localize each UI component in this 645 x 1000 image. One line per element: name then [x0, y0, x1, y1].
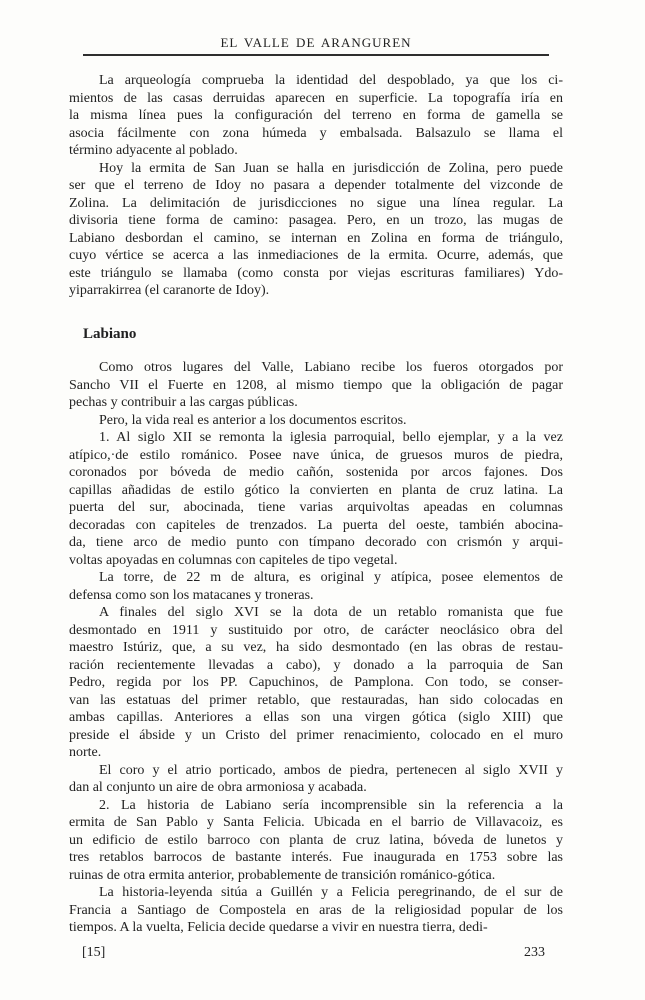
text-line: cuyo vértice se acerca a las inmediaciones de la ermita. Ocurre, además, que [69, 248, 563, 263]
page-number: 233 [524, 945, 545, 960]
text-line: Sancho VII el Fuerte en 1208, al mismo tiempo que la obligación de pagar [69, 377, 563, 393]
text-line: ambas capillas. Anteriores a ellas son una virgen gótica (siglo XIII) que [69, 710, 563, 725]
text-line: tiempos. A la vuelta, Felicia decide quedarse a vivir en nuestra tierra, dedi- [69, 920, 488, 935]
text-line: dan al conjunto un aire de obra armoniosa y acabada. [69, 780, 367, 795]
text-line: maestro Istúriz, que, a su vez, ha sido desmontado (en las obras de restau- [69, 640, 563, 655]
text-line: capillas añadidas de estilo gótico la convierten en planta de cruz latina. La [69, 482, 563, 498]
text-column [69, 0, 563, 937]
text-line: 1. Al siglo XII se remonta la iglesia parroquial, bello ejemplar, y a la vez [99, 430, 563, 445]
paragraph [69, 160, 563, 300]
text-line: da, tiene arco de medio punto con tímpano decorado con crismón y arqui- [69, 535, 563, 550]
header-rule [83, 54, 549, 56]
text-line: ruinas de otra ermita anterior, probablemente de transición románico-gótica. [69, 867, 496, 883]
text-line: asocia fácilmente con zona húmeda y embalsada. Balsazulo se llama el [69, 125, 563, 141]
text-line: van las estatuas del primer retablo, que restauradas, han sido colocadas en [69, 692, 563, 708]
page-footer [82, 944, 545, 961]
text-line: un edificio de estilo barroco con planta de cruz latina, bóveda de lunetos y [69, 832, 563, 848]
text-line: ser que el terreno de Idoy no pasara a depender totalmente del vizconde de [69, 178, 563, 193]
text-line: Francia a Santiago de Compostela en aras de la religiosidad popular de los [69, 902, 563, 918]
text-line: Como otros lugares del Valle, Labiano recibe los fueros otorgados por [99, 360, 563, 375]
text-line: término adyacente al poblado. [69, 143, 238, 158]
text-line: atípico,·de estilo románico. Posee nave única, de gruesos muros de piedra, [69, 447, 563, 463]
text-line: pechas y contribuir a las cargas públicas. [69, 395, 298, 410]
text-line: divisoria tiene forma de camino: pasagea. Pero, en un trozo, las mugas de [69, 213, 563, 228]
section-heading: Labiano [83, 325, 137, 342]
text-line: norte. [69, 745, 102, 760]
text-line: decoradas con capiteles de trenzados. La puerta del oeste, también abocina- [69, 517, 563, 533]
paragraph [69, 762, 563, 797]
text-line: El coro y el atrio porticado, ambos de piedra, pertenecen al siglo XVII y [99, 762, 563, 778]
page-body [69, 72, 563, 937]
paragraph [69, 884, 563, 937]
paragraph [69, 72, 563, 160]
text-line: ermita de San Pablo y Santa Felicia. Ubicada en el barrio de Villavacoiz, es [69, 815, 563, 830]
text-line: coronados por bóveda de medio cañón, sostenida por arcos fajones. Dos [69, 465, 563, 480]
text-line: la misma línea pues la configuración del terreno en forma de gamella se [69, 108, 563, 123]
text-line: Labiano desbordan el camino, se internan en Zolina en forma de triángulo, [69, 230, 563, 246]
text-line: La torre, de 22 m de altura, es original y atípica, posee elementos de [99, 570, 563, 585]
running-title: EL VALLE DE ARANGUREN [220, 35, 412, 50]
paragraph [69, 797, 563, 885]
paragraph [69, 429, 563, 569]
text-line: defensa como son los matacanes y troneras. [69, 587, 314, 603]
text-line: 2. La historia de Labiano sería incomprensible sin la referencia a la [99, 797, 563, 813]
page-header [69, 0, 563, 56]
text-line: ración recientemente llevadas a cabo), y donado a la parroquia de San [69, 657, 563, 673]
text-line: tres retablos barrocos de bastante interés. Fue inaugurada en 1753 sobre las [69, 850, 563, 865]
text-line: preside el ábside y un Cristo del primer renacimiento, colocado en el muro [69, 727, 563, 743]
text-line: La arqueología comprueba la identidad del despoblado, ya que los ci- [99, 73, 563, 88]
text-line: mientos de las casas derruidas aparecen en superficie. La topografía iría en [69, 90, 563, 106]
text-line: yiparrakirrea (el caranorte de Idoy). [69, 283, 270, 298]
text-line: Pero, la vida real es anterior a los documentos escritos. [99, 412, 407, 428]
text-line: Pedro, regida por los PP. Capuchinos, de Pamplona. Con todo, se conser- [69, 675, 563, 690]
section-folio-number: [15] [82, 945, 106, 960]
text-line: Zolina. La delimitación de jurisdicciones no sigue una línea regular. La [69, 195, 563, 211]
text-line: La historia-leyenda sitúa a Guillén y a Felicia peregrinando, de el sur de [99, 885, 563, 900]
text-line: Hoy la ermita de San Juan se halla en jurisdicción de Zolina, pero puede [99, 160, 563, 176]
text-line: este triángulo se llamaba (como consta por viejas escrituras familiares) Ydo- [69, 265, 563, 281]
paragraph [69, 604, 563, 762]
text-line: puerta del sur, abocinada, tiene varias arquivoltas apeadas en columnas [69, 500, 563, 515]
text-line: desmontado en 1911 y sustituido por otro, de carácter neoclásico obra del [69, 622, 563, 638]
paragraph [69, 569, 563, 604]
text-line: voltas apoyadas en columnas con capiteles de tipo vegetal. [69, 552, 398, 568]
paragraph [69, 359, 563, 412]
text-line: A finales del siglo XVI se la dota de un retablo romanista que fue [99, 605, 563, 620]
paragraph [69, 412, 563, 430]
